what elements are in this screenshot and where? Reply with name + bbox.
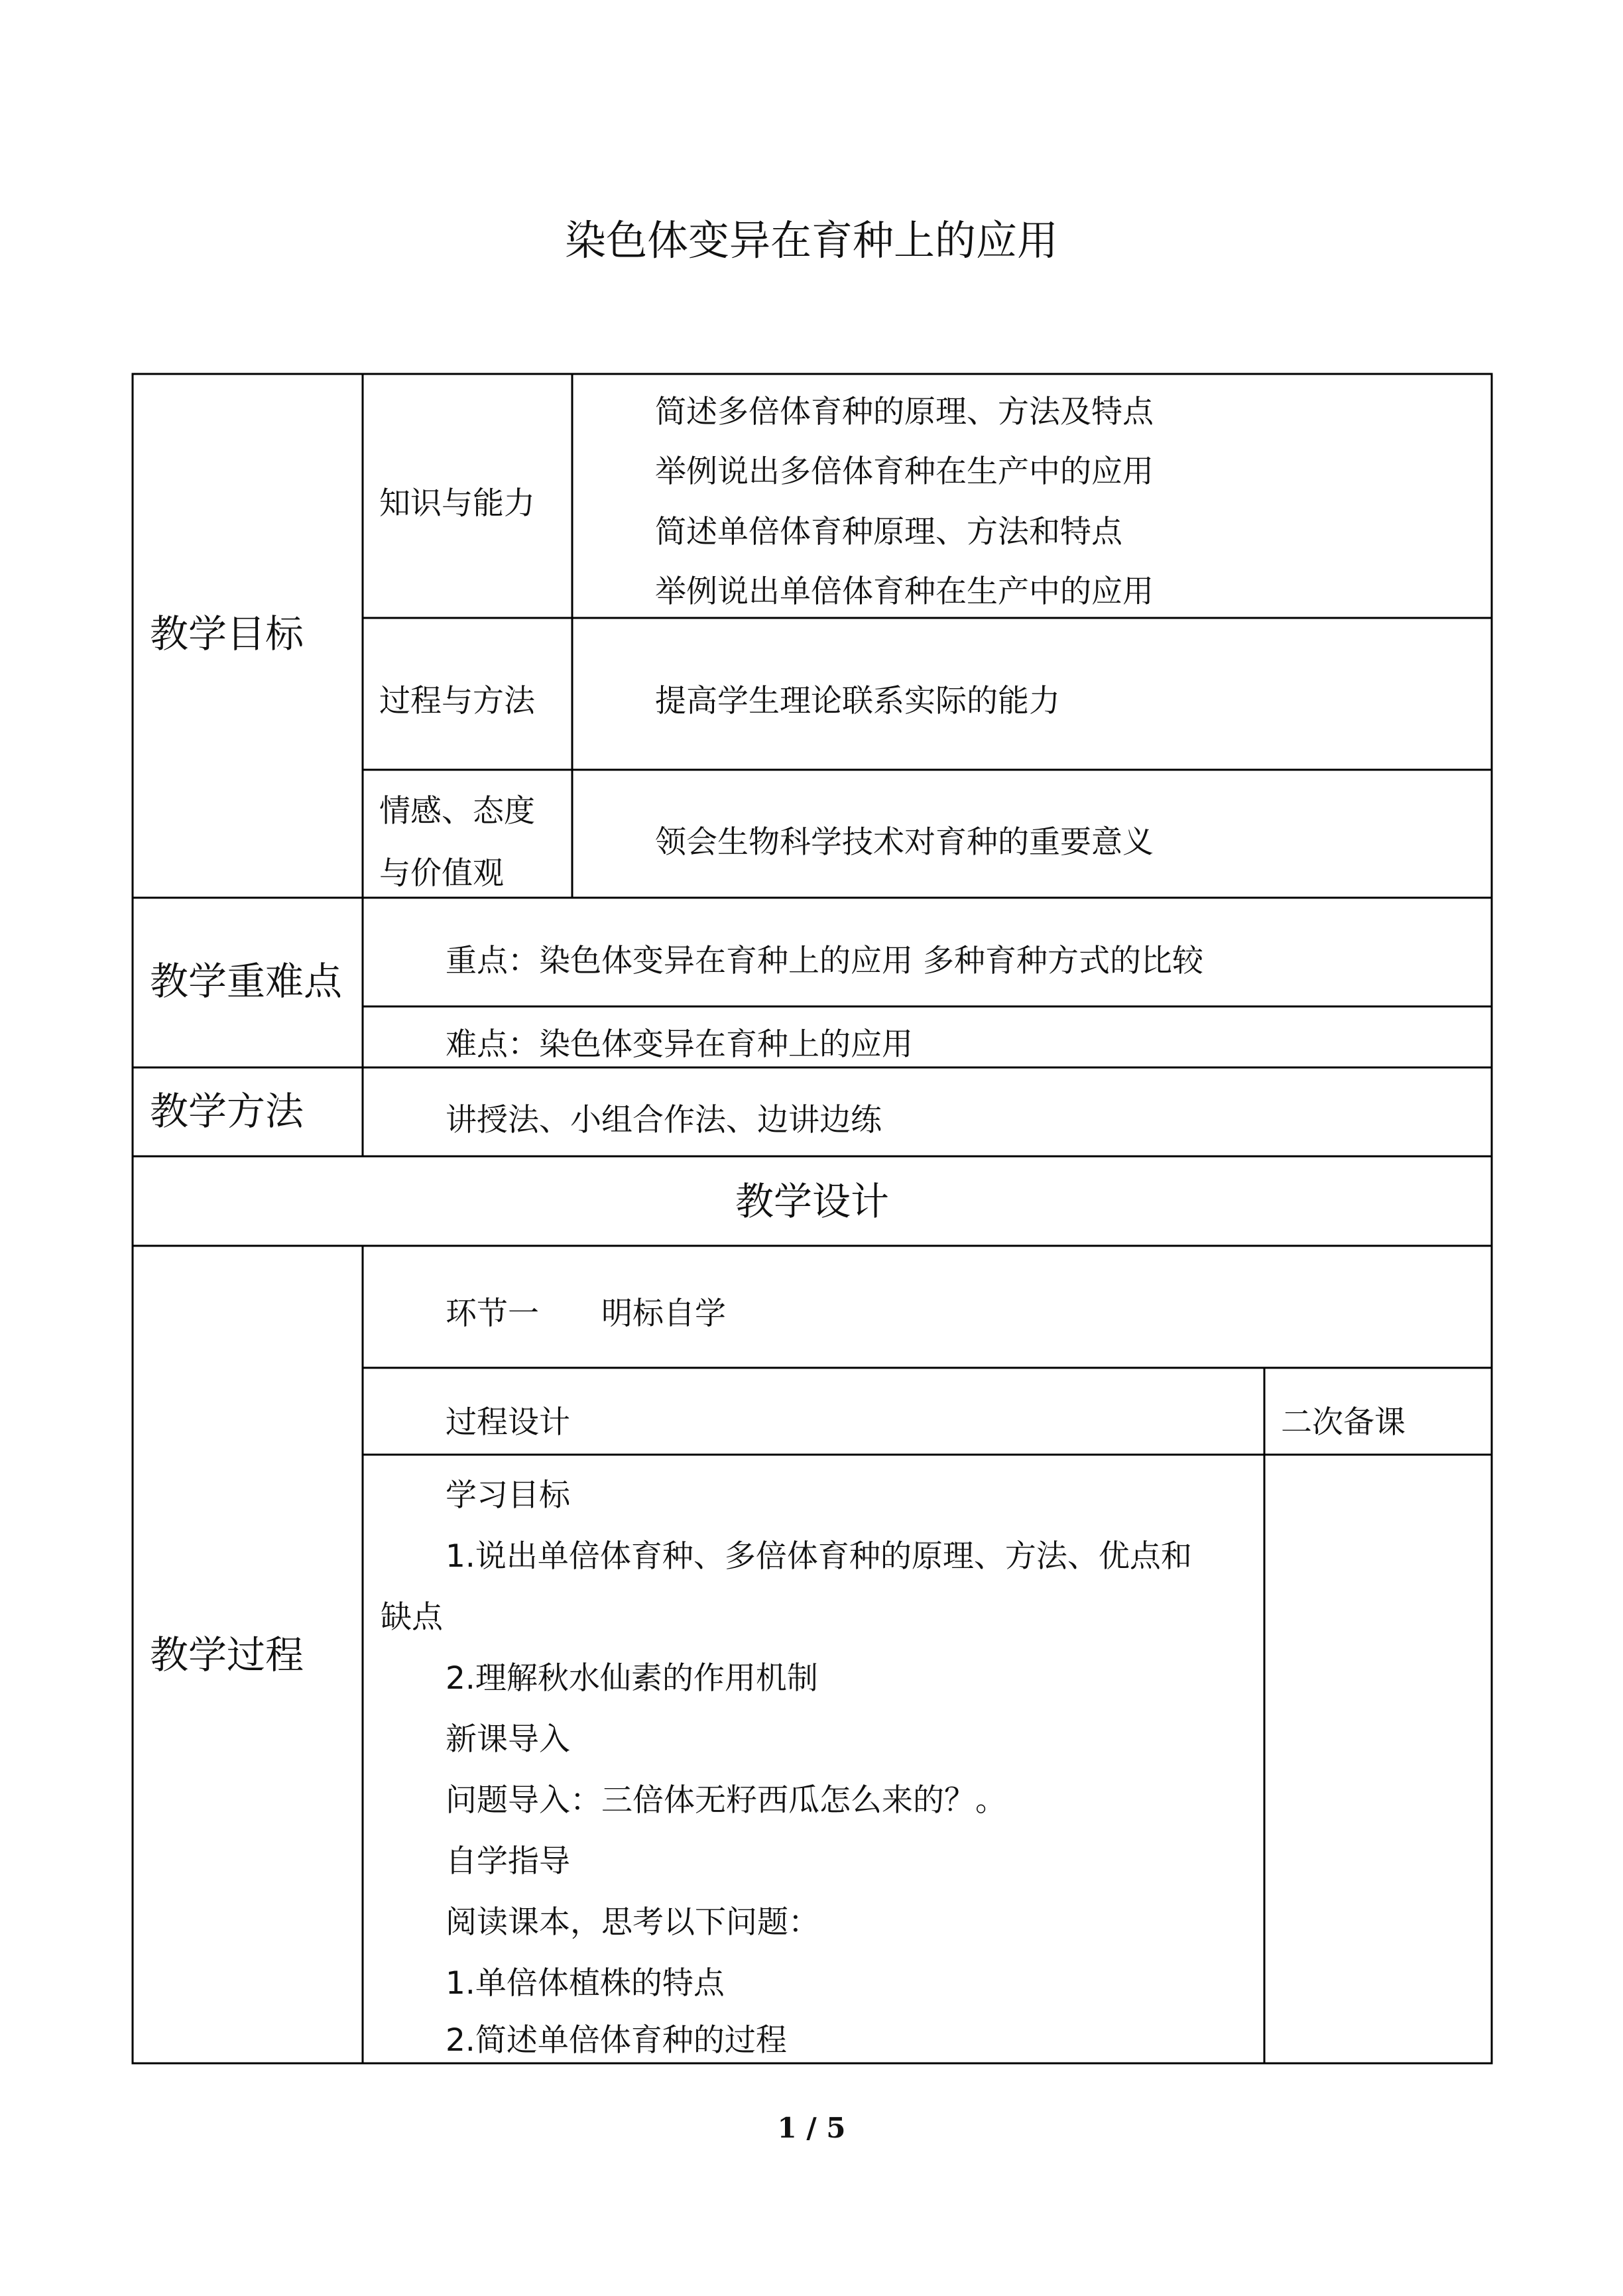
knowledge-item-4: 举例说出单倍体育种在生产中的应用 xyxy=(655,574,1154,610)
process-line-1: 学习目标 xyxy=(446,1477,570,1514)
column-second-prep: 二次备课 xyxy=(1281,1404,1406,1441)
process-section-label: 教学过程 xyxy=(150,1632,304,1677)
knowledge-item-1: 简述多倍体育种的原理、方法及特点 xyxy=(655,394,1154,430)
process-method-content: 提高学生理论联系实际的能力 xyxy=(655,683,1060,719)
design-header: 教学设计 xyxy=(735,1179,889,1224)
key-point-text: 重点：染色体变异在育种上的应用 多种育种方式的比较 xyxy=(446,943,1203,979)
process-method-label: 过程与方法 xyxy=(379,683,535,719)
column-process-design: 过程设计 xyxy=(446,1404,570,1441)
knowledge-label: 知识与能力 xyxy=(379,485,535,522)
document-title: 染色体变异在育种上的应用 xyxy=(564,216,1058,265)
page-number: 1 / 5 xyxy=(777,2112,846,2144)
knowledge-item-3: 简述单倍体育种原理、方法和特点 xyxy=(655,514,1122,550)
emotion-label-line1: 情感、态度 xyxy=(379,793,535,829)
process-line-7: 自学指导 xyxy=(446,1843,570,1880)
difficult-point-text: 难点：染色体变异在育种上的应用 xyxy=(446,1026,913,1063)
process-line-2: 1.说出单倍体育种、多倍体育种的原理、方法、优点和 xyxy=(446,1538,1192,1575)
process-line-5: 新课导入 xyxy=(446,1721,570,1758)
methods-content: 讲授法、小组合作法、边讲边练 xyxy=(446,1102,882,1138)
key-points-label: 教学重难点 xyxy=(150,959,343,1004)
process-line-9: 1.单倍体植株的特点 xyxy=(446,1965,725,2002)
process-line-4: 2.理解秋水仙素的作用机制 xyxy=(446,1660,818,1697)
process-line-10: 2.简述单倍体育种的过程 xyxy=(446,2022,787,2059)
objectives-label: 教学目标 xyxy=(150,611,304,656)
process-line-6: 问题导入：三倍体无籽西瓜怎么来的？。 xyxy=(446,1782,1006,1819)
process-line-3: 缺点 xyxy=(381,1599,443,1636)
knowledge-item-2: 举例说出多倍体育种在生产中的应用 xyxy=(655,453,1154,490)
stage-title: 环节一 明标自学 xyxy=(446,1296,726,1332)
process-line-8: 阅读课本，思考以下问题： xyxy=(446,1904,819,1941)
emotion-label-line2: 与价值观 xyxy=(379,855,504,892)
emotion-content: 领会生物科学技术对育种的重要意义 xyxy=(655,824,1154,861)
methods-label: 教学方法 xyxy=(150,1089,304,1134)
